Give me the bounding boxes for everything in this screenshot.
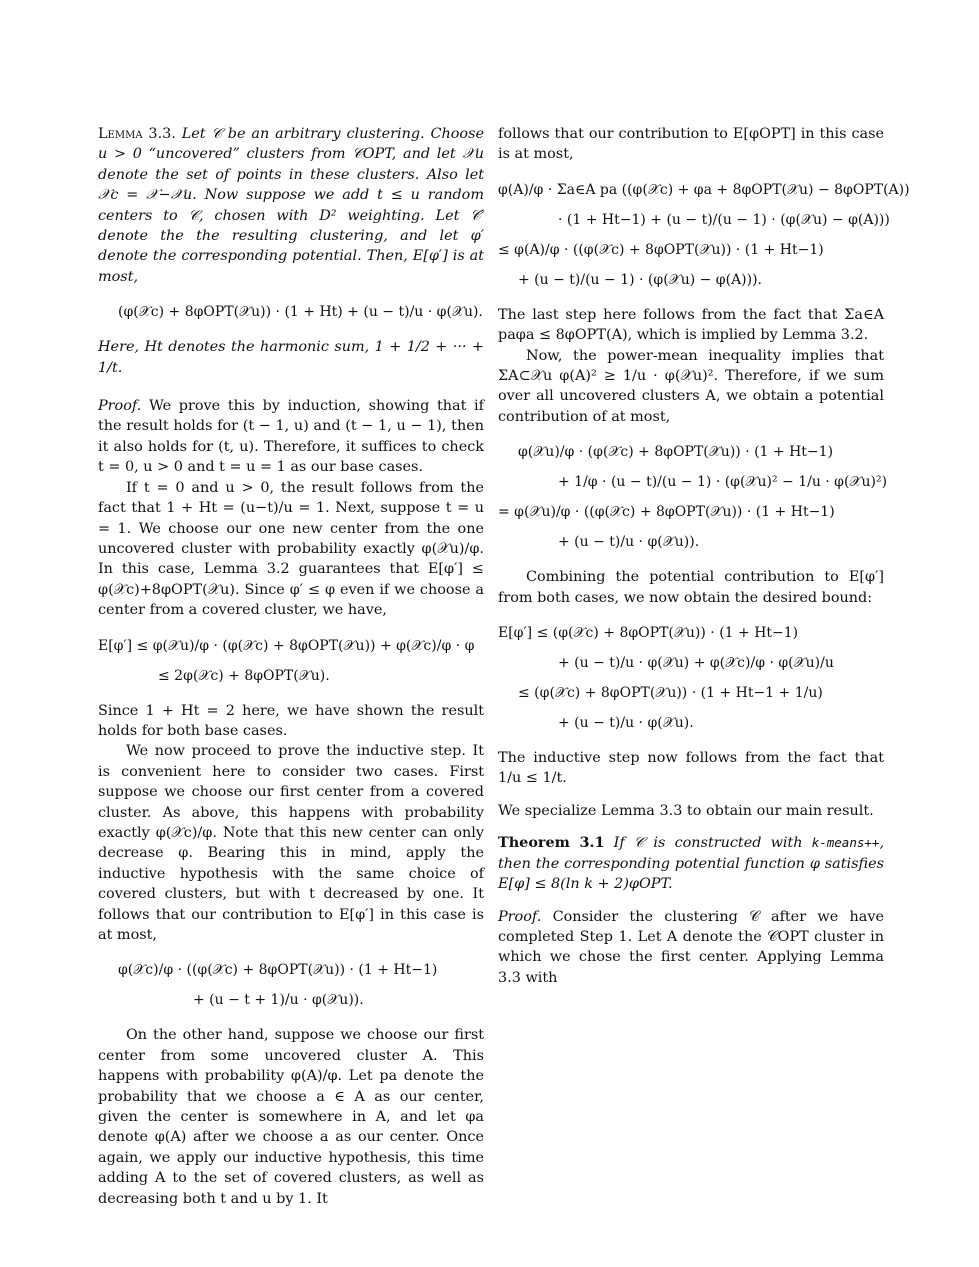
equation-line: ≤ φ(A)/φ · ((φ(𝒳c) + 8φOPT(𝒳u)) · (1 + Ht−1) [498, 241, 824, 258]
equation-line: φ(𝒳c)/φ · ((φ(𝒳c) + 8φOPT(𝒳u)) · (1 + Ht−1) [118, 962, 438, 979]
equation-line: φ(𝒳u)/φ · (φ(𝒳c) + 8φOPT(𝒳u)) · (1 + Ht−1) [518, 444, 834, 461]
base-case-conclusion: Since 1 + Ht = 2 here, we have shown the result holds for both base cases. [98, 702, 484, 739]
equation-line: ≤ 2φ(𝒳c) + 8φOPT(𝒳u). [158, 667, 330, 684]
equation-line: ≤ (φ(𝒳c) + 8φOPT(𝒳u)) · (1 + Ht−1 + 1/u) [518, 685, 823, 702]
equation-line: + (u − t + 1)/u · φ(𝒳u)). [193, 992, 364, 1009]
uncovered-case-paragraph: On the other hand, suppose we choose our first center from some uncovered cluster A. This happens with probability φ(A)/φ. Let pa denote the probability that we choose a ∈ A as our center, given the center is somewhere in A, and let φa denote φ(A) after we choose a as our center. Once again, we apply our inductive hypothesis, this time adding A to the set of covered clusters, as well as decreasing both t and u by 1. It [98, 1027, 484, 1207]
equation-line: + (u − t)/u · φ(𝒳u) + φ(𝒳c)/φ · φ(𝒳u)/u [558, 655, 834, 672]
theorem-body-end: , then the corresponding potential function φ satisfies E[φ] ≤ 8(ln k + 2)φOPT. [498, 835, 885, 893]
lemma-body: Let 𝒞 be an arbitrary clustering. Choose u > 0 “uncovered” clusters from 𝒞OPT, and let 𝒳u denote the set of points in these clusters. Also let 𝒳c = 𝒳−𝒳u. Now suppose we add t ≤ u random centers to 𝒞, chosen with D² weighting. Let 𝒞′ denote the the resulting clustering, and let φ′ denote the corresponding potential. Then, E[φ′] is at most, [98, 126, 484, 285]
proof-text: Consider the clustering 𝒞 after we have completed Step 1. Let A denote the 𝒞OPT cluster in which we chose the first center. Applying Lemma 3.3 with [498, 908, 885, 986]
theorem-proof [498, 907, 884, 989]
power-mean-paragraph: Now, the power-mean inequality implies that ΣA⊂𝒳u φ(A)² ≥ 1/u · φ(𝒳u)². Therefore, if we sum over all uncovered clusters A, we obtain a potential contribution of at most, [498, 347, 884, 425]
equation-covered-case [98, 955, 484, 1015]
last-step-paragraph: The last step here follows from the fact that Σa∈A paφa ≤ 8φOPT(A), which is implied by Lemma 3.2. [498, 306, 884, 344]
proof-paragraph [98, 396, 484, 478]
inductive-step-paragraph: We now proceed to prove the inductive step. It is convenient here to consider two cases. First suppose we choose our first center from a covered cluster. As above, this happens with probability exactly φ(𝒳c)/φ. Note that this new center can only decrease φ. Bearing this in mind, apply the inductive hypothesis with the same choice of covered clusters, but with t decreased by one. It follows that our contribution to E[φ′] in this case is at most, [98, 743, 484, 943]
equation-line: = φ(𝒳u)/φ · ((φ(𝒳c) + 8φOPT(𝒳u)) · (1 + Ht−1) [498, 504, 835, 521]
equation-base-case [98, 631, 484, 691]
equation-desired-bound [498, 618, 884, 738]
combining-paragraph: Combining the potential contribution to E[φ′] from both cases, we now obtain the desired bound: [498, 569, 884, 606]
equation-line: · (1 + Ht−1) + (u − t)/(u − 1) · (φ(𝒳u) − φ(A))) [558, 211, 890, 228]
harmonic-sum-note: Here, Ht denotes the harmonic sum, 1 + 1/2 + ··· + 1/t. [98, 339, 484, 376]
equation-line: + (u − t)/u · φ(𝒳u). [558, 715, 694, 732]
theorem-body-start: If 𝒞 is constructed with [613, 835, 812, 852]
theorem-heading: Theorem 3.1 [498, 834, 605, 852]
equation-line: φ(A)/φ · Σa∈A pa ((φ(𝒳c) + φa + 8φOPT(𝒳u) − 8φOPT(A)) [498, 181, 910, 198]
equation-line: E[φ′] ≤ (φ(𝒳c) + 8φOPT(𝒳u)) · (1 + Ht−1) [498, 625, 799, 642]
equation-line: + (u − t)/(u − 1) · (φ(𝒳u) − φ(A))). [518, 271, 763, 288]
left-column [98, 124, 484, 1209]
lemma-heading: Lemma 3.3. [98, 126, 176, 142]
equation-line: + (u − t)/u · φ(𝒳u)). [558, 534, 700, 551]
equation-line: E[φ′] ≤ φ(𝒳u)/φ · (φ(𝒳c) + 8φOPT(𝒳u)) + φ(𝒳c)/φ · φ [98, 637, 475, 654]
equation-line: + 1/φ · (u − t)/(u − 1) · (φ(𝒳u)² − 1/u · φ(𝒳u)²) [558, 474, 888, 491]
lemma-statement [98, 124, 484, 287]
theorem-statement [498, 833, 884, 894]
equation-potential-contribution [498, 437, 888, 557]
base-case-paragraph: If t = 0 and u > 0, the result follows from the fact that 1 + Ht = (u−t)/u = 1. Next, suppose t = u = 1. We choose our one new center from the one uncovered cluster with probability exactly φ(𝒳u)/φ. In this case, Lemma 3.2 guarantees that E[φ′] ≤ φ(𝒳c)+8φOPT(𝒳u). Since φ′ ≤ φ even if we choose a center from a covered cluster, we have, [98, 479, 484, 619]
right-column [498, 124, 910, 988]
algorithm-name: k-means++ [811, 835, 880, 851]
proof-heading: Proof. [98, 398, 142, 415]
inductive-conclusion: The inductive step now follows from the fact that 1/u ≤ 1/t. [498, 750, 884, 787]
proof-text: We prove this by induction, showing that if the result holds for (t − 1, u) and (t − 1, u − 1), then it also holds for (t, u). Therefore, it suffices to check t = 0, u > 0 and t = u = 1 as our base cases. [98, 398, 484, 476]
equation-uncovered-case [498, 175, 910, 295]
continuation-paragraph: follows that our contribution to E[φOPT] in this case is at most, [498, 126, 884, 163]
equation-lemma-bound [98, 297, 484, 327]
equation-line: (φ(𝒳c) + 8φOPT(𝒳u)) · (1 + Ht) + (u − t)/u · φ(𝒳u). [118, 304, 483, 321]
proof-heading: Proof. [498, 908, 542, 925]
specialize-sentence: We specialize Lemma 3.3 to obtain our main result. [498, 802, 874, 819]
